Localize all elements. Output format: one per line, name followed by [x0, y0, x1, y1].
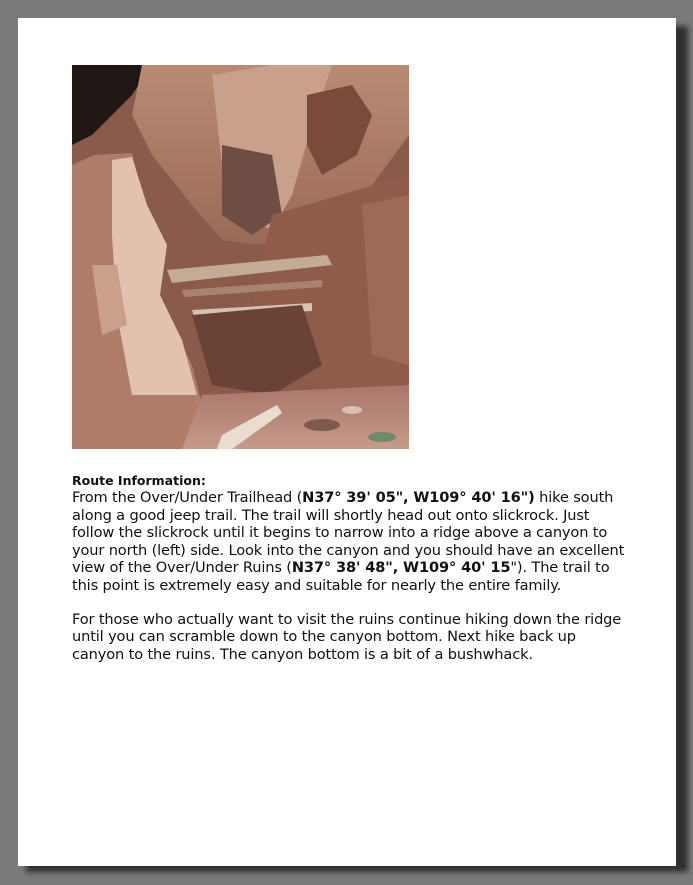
trailhead-coordinates: N37° 39' 05", W109° 40' 16"): [302, 489, 535, 506]
ruins-coordinates: N37° 38' 48", W109° 40' 15: [291, 559, 511, 577]
route-paragraph-2: For those who actually want to visit the ruins continue hiking down the ridge until you can scramble down to the canyon bottom. Next hike back up canyon to the ruins. The canyon bottom is a bit of a bushwhack.: [72, 610, 622, 663]
route-heading: Route Information:: [72, 473, 206, 488]
route-paragraph-1: [72, 489, 632, 595]
document-page: [18, 18, 676, 866]
route-text: [72, 473, 632, 663]
para1-part2: hike south along a good jeep trail. The trail will shortly head out onto slickrock. Just follow the slickrock until it begins to narrow into a ridge above a canyon to your north (left) side. Look into the canyon and you should have an excellent view of the Over/Under Ruins (: [72, 489, 625, 577]
para1-part1: From the Over/Under Trailhead (: [72, 489, 303, 506]
ruin-photo: [72, 65, 409, 449]
para1-part3: "). The trail to this point is extremely easy and suitable for nearly the entire family.: [72, 559, 610, 594]
